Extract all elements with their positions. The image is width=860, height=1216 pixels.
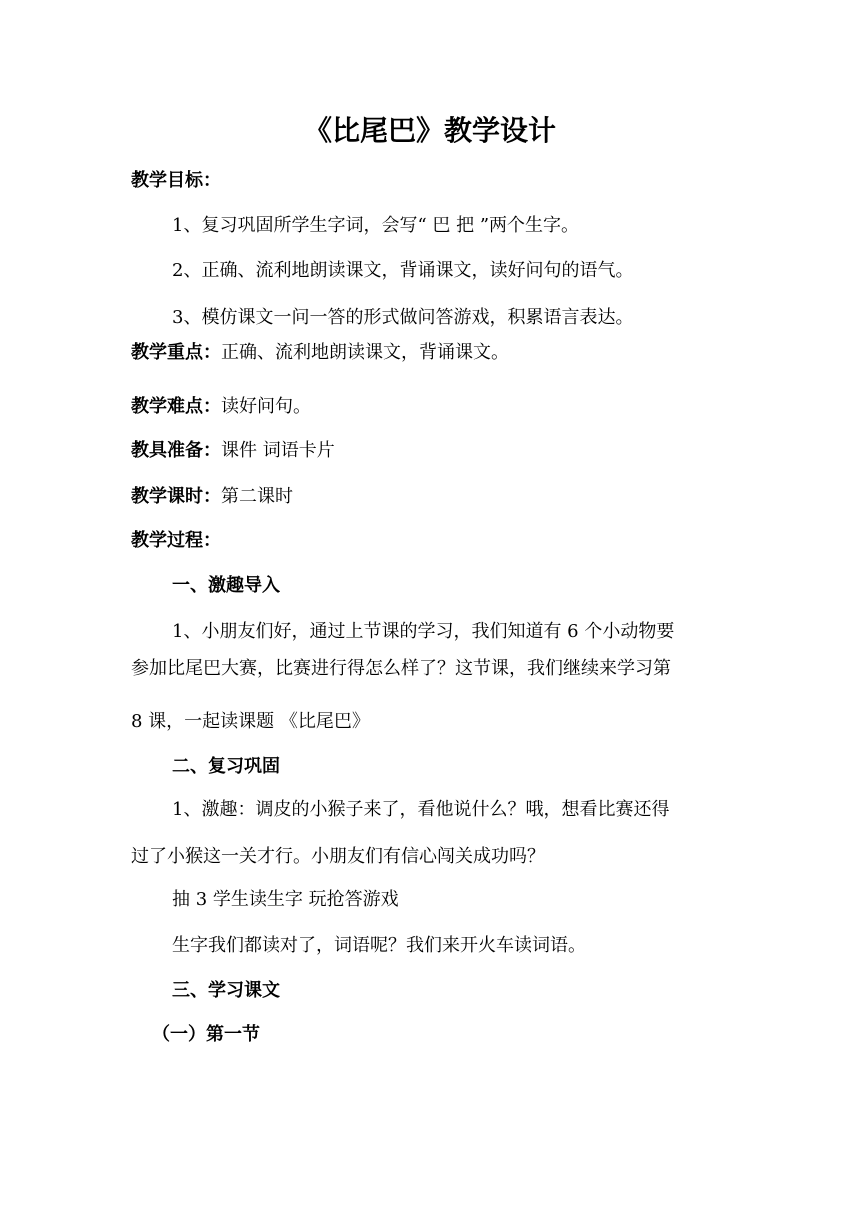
section-1-heading: 一、激趣导入 (172, 575, 280, 596)
goal-item-3: 3、模仿课文一问一答的形式做问答游戏，积累语言表达。 (172, 307, 634, 328)
goals-label: 教学目标： (131, 170, 221, 191)
periods-value: 第二课时 (221, 486, 293, 507)
section-3-sub-heading: （一）第一节 (152, 1024, 260, 1045)
key-points-row (131, 341, 509, 365)
key-points-value: 正确、流利地朗读课文，背诵课文。 (221, 342, 509, 363)
materials-row (131, 439, 335, 463)
goal-item-2: 2、正确、流利地朗读课文，背诵课文，读好问句的语气。 (172, 260, 634, 281)
section-2-line-4: 生字我们都读对了，词语呢？我们来开火车读词语。 (172, 935, 586, 956)
difficulty-value: 读好问句。 (221, 396, 311, 417)
key-points-label: 教学重点： (131, 342, 221, 363)
periods-label: 教学课时： (131, 486, 221, 507)
section-2-line-2: 过了小猴这一关才行。小朋友们有信心闯关成功吗？ (131, 846, 545, 867)
section-2-line-3: 抽 3 学生读生字 玩抢答游戏 (172, 889, 399, 910)
document-title: 《比尾巴》教学设计 (303, 114, 556, 147)
periods-row (131, 485, 293, 509)
section-2-line-1: 1、激趣：调皮的小猴子来了，看他说什么？哦，想看比赛还得 (172, 799, 670, 820)
section-2-heading: 二、复习巩固 (172, 756, 280, 777)
process-label: 教学过程： (131, 530, 221, 551)
section-1-line-3: 8 课，一起读课题 《比尾巴》 (131, 711, 370, 732)
section-3-heading: 三、学习课文 (172, 980, 280, 1001)
section-1-line-1: 1、小朋友们好，通过上节课的学习，我们知道有 6 个小动物要 (172, 621, 675, 642)
materials-label: 教具准备： (131, 440, 221, 461)
section-1-line-2: 参加比尾巴大赛，比赛进行得怎么样了？这节课，我们继续来学习第 (131, 658, 671, 679)
materials-value: 课件 词语卡片 (221, 440, 335, 461)
difficulty-row (131, 395, 311, 419)
goal-item-1: 1、复习巩固所学生字词，会写“ 巴 把 ”两个生字。 (172, 215, 580, 236)
difficulty-label: 教学难点： (131, 396, 221, 417)
